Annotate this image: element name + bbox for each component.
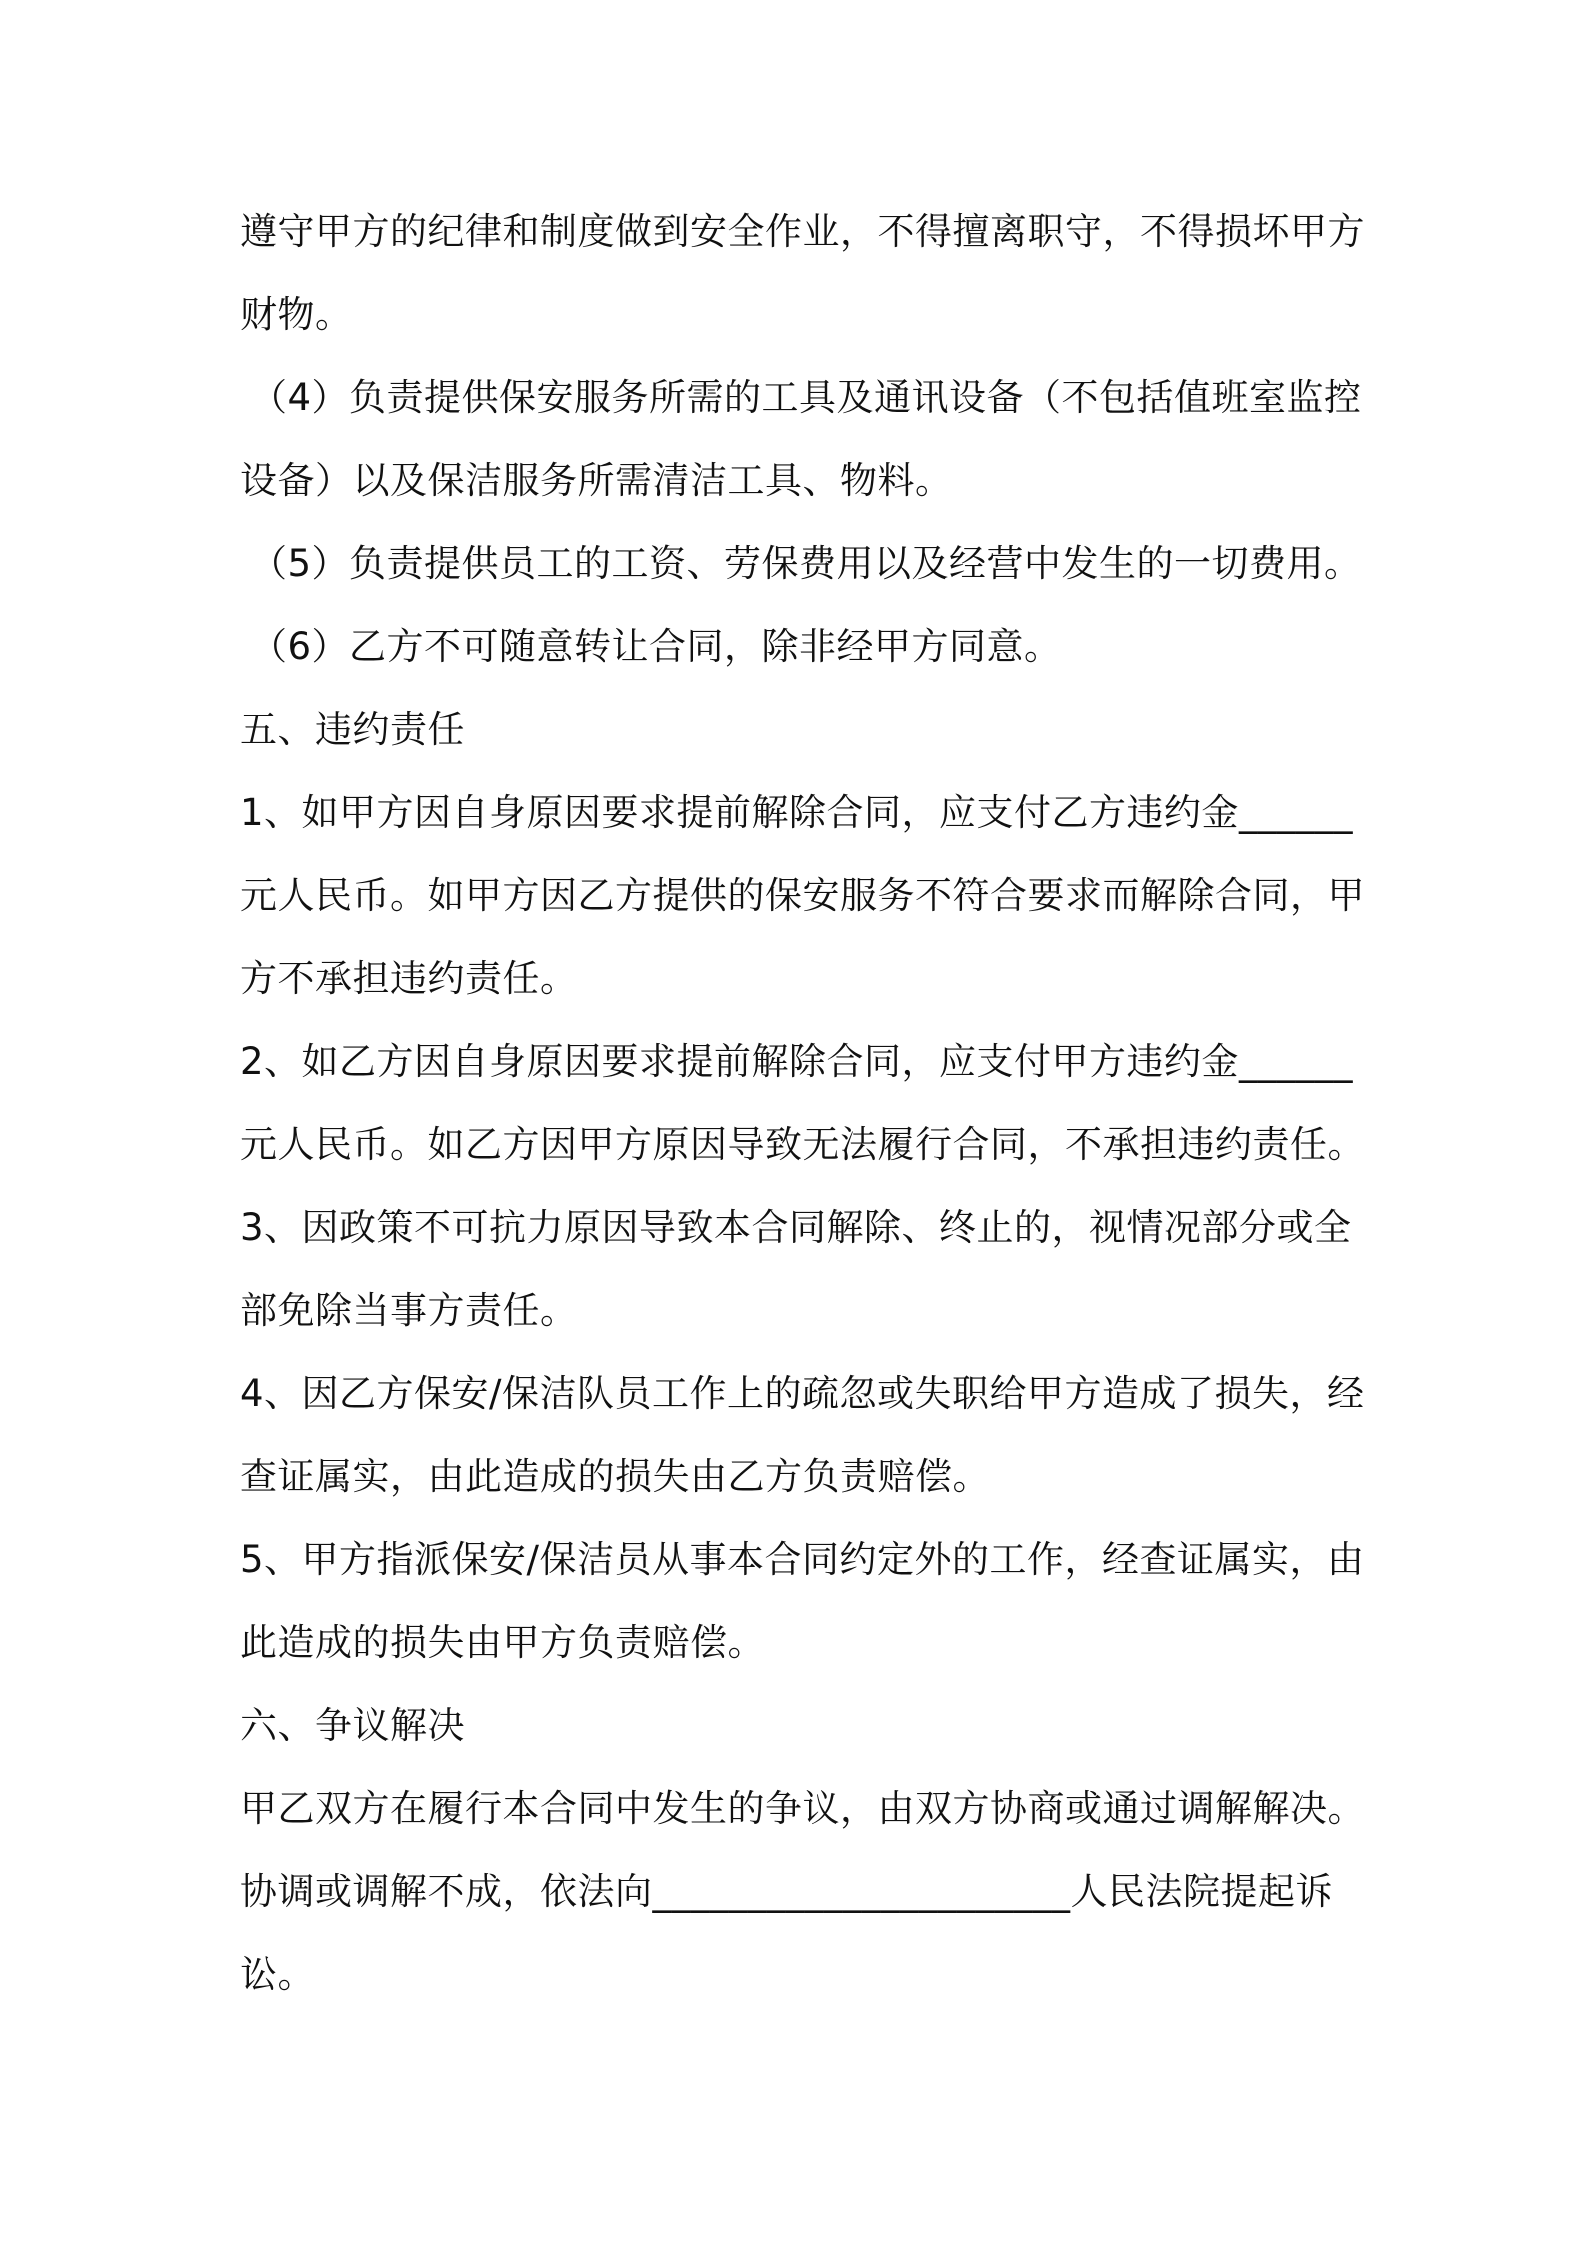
text-line: 2、如乙方因自身原因要求提前解除合同，应支付甲方违约金______ <box>240 1040 1354 1083</box>
text-line: 3、因政策不可抗力原因导致本合同解除、终止的，视情况部分或全 <box>240 1206 1352 1249</box>
text-line: 1、如甲方因自身原因要求提前解除合同，应支付乙方违约金______ <box>240 791 1354 834</box>
text-line: 方不承担违约责任。 <box>240 957 578 1000</box>
text-line: 元人民币。如甲方因乙方提供的保安服务不符合要求而解除合同，甲 <box>240 874 1365 917</box>
text-line: 讼。 <box>240 1953 315 1996</box>
section-heading: 六、争议解决 <box>240 1704 465 1747</box>
text-line: 此造成的损失由甲方负责赔偿。 <box>240 1621 765 1664</box>
section-heading: 五、违约责任 <box>240 708 465 751</box>
text-line: 元人民币。如乙方因甲方原因导致无法履行合同，不承担违约责任。 <box>240 1123 1365 1166</box>
text-line: 甲乙双方在履行本合同中发生的争议，由双方协商或通过调解解决。 <box>240 1787 1365 1830</box>
text-line: 设备）以及保洁服务所需清洁工具、物料。 <box>240 459 953 502</box>
text-line: 遵守甲方的纪律和制度做到安全作业，不得擅离职守，不得损坏甲方 <box>240 210 1365 253</box>
text-line: 部免除当事方责任。 <box>240 1289 578 1332</box>
text-line: 4、因乙方保安/保洁队员工作上的疏忽或失职给甲方造成了损失，经 <box>240 1372 1365 1415</box>
text-line: 5、甲方指派保安/保洁员从事本合同约定外的工作，经查证属实，由 <box>240 1538 1365 1581</box>
text-line: 财物。 <box>240 293 353 336</box>
text-line: 协调或调解不成，依法向______________________人民法院提起诉 <box>240 1870 1333 1913</box>
text-line: （6）乙方不可随意转让合同，除非经甲方同意。 <box>250 625 1062 668</box>
text-line: （4）负责提供保安服务所需的工具及通讯设备（不包括值班室监控 <box>250 376 1362 419</box>
document-body <box>240 190 1365 2016</box>
text-line: （5）负责提供员工的工资、劳保费用以及经营中发生的一切费用。 <box>250 542 1362 585</box>
text-line: 查证属实，由此造成的损失由乙方负责赔偿。 <box>240 1455 990 1498</box>
